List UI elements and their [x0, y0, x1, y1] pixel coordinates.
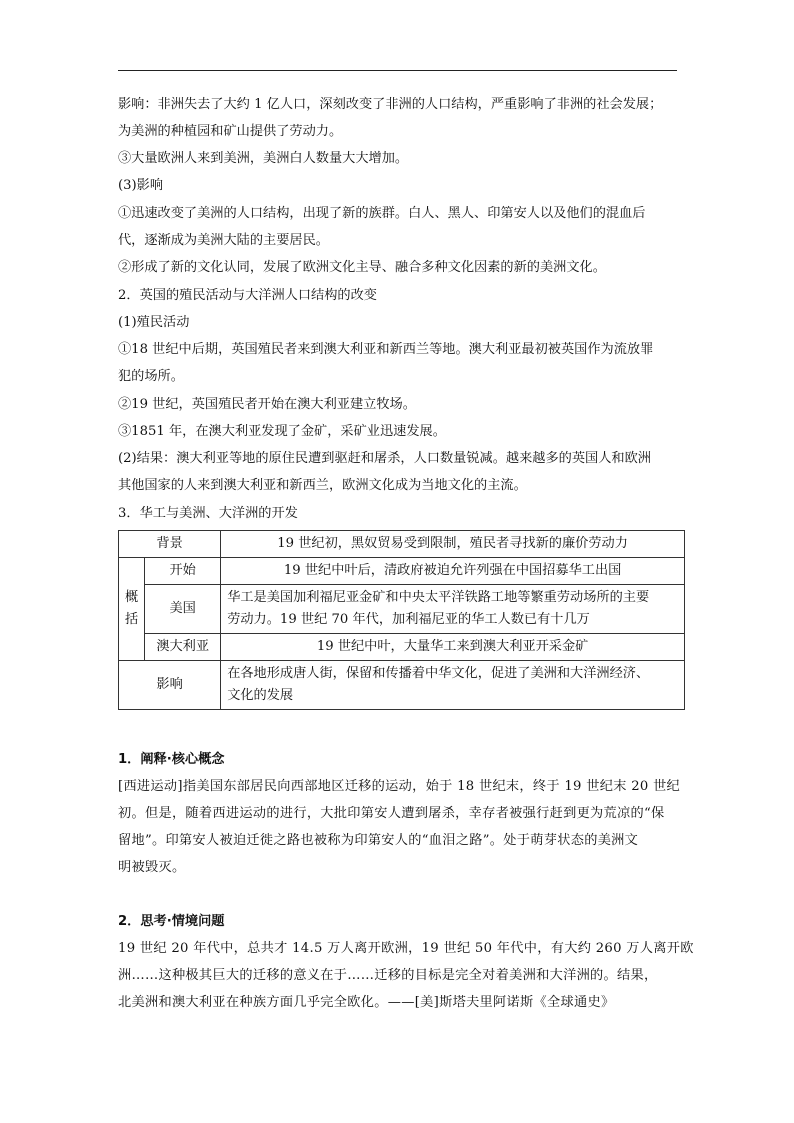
us-text: [221, 585, 685, 634]
chinese-labor-table: [118, 530, 685, 710]
table-row: [119, 661, 685, 710]
us-text-line: 华工是美国加利福尼亚金矿和中央太平洋铁路工地等繁重劳动场所的主要: [227, 590, 650, 605]
table-row: [119, 558, 685, 585]
text-line: ①18 世纪中后期，英国殖民者来到澳大利亚和新西兰等地。澳大利亚最初被英国作为流放罪: [118, 342, 654, 357]
bg-text: 19 世纪初，黑奴贸易受到限制，殖民者寻找新的廉价劳动力: [221, 531, 685, 558]
text-line: 犯的场所。: [118, 369, 184, 384]
text-line: 3．华工与美洲、大洋洲的开发: [118, 506, 298, 521]
table-row: [119, 585, 685, 634]
table-row: [119, 634, 685, 661]
text-line: 其他国家的人来到澳大利亚和新西兰，欧洲文化成为当地文化的主流。: [118, 478, 527, 493]
text-line: ②19 世纪，英国殖民者开始在澳大利亚建立牧场。: [118, 397, 416, 412]
section-heading: 2．思考·情境问题: [118, 914, 225, 929]
impact-label: 影响: [119, 661, 221, 710]
text-line: 代，逐渐成为美洲大陆的主要居民。: [118, 233, 329, 248]
text-line: ②形成了新的文化认同，发展了欧洲文化主导、融合多种文化因素的新的美洲文化。: [118, 260, 606, 275]
section-heading: 1．阐释·核心概念: [118, 752, 225, 767]
impact-text-line: 文化的发展: [227, 688, 294, 703]
us-label: 美国: [145, 585, 221, 634]
gaikuo-char-2: 括: [125, 612, 139, 627]
us-text-line: 劳动力。19 世纪 70 年代，加利福尼亚的华工人数已有十几万: [227, 612, 590, 627]
text-line: (1)殖民活动: [118, 315, 190, 330]
text-line: ③大量欧洲人来到美洲，美洲白人数量大大增加。: [118, 151, 409, 166]
impact-text-line: 在各地形成唐人街，保留和传播着中华文化，促进了美洲和大洋洲经济、: [227, 666, 650, 681]
start-text: 19 世纪中叶后，清政府被迫允许列强在中国招募华工出国: [221, 558, 685, 585]
text-line: 2．英国的殖民活动与大洋洲人口结构的改变: [118, 288, 377, 303]
start-label: 开始: [145, 558, 221, 585]
text-line: 为美洲的种植园和矿山提供了劳动力。: [118, 124, 343, 139]
au-text: 19 世纪中叶，大量华工来到澳大利亚开采金矿: [221, 634, 685, 661]
gaikuo-label: [119, 558, 145, 661]
au-label: 澳大利亚: [145, 634, 221, 661]
text-line: 留地”。印第安人被迫迁徙之路也被称为印第安人的“血泪之路”。处于萌芽状态的美洲文: [118, 833, 639, 848]
text-line: ③1851 年，在澳大利亚发现了金矿，采矿业迅速发展。: [118, 424, 446, 439]
text-line: 初。但是，随着西进运动的进行，大批印第安人遭到屠杀，幸存者被强行赶到更为荒凉的“保: [118, 806, 665, 821]
header-rule: [118, 70, 677, 71]
impact-text: [221, 661, 685, 710]
gaikuo-char-1: 概: [125, 590, 139, 605]
bg-label: 背景: [119, 531, 221, 558]
text-line: [西进运动]指美国东部居民向西部地区迁移的运动，始于 18 世纪末，终于 19 世纪末 20 世纪: [118, 779, 681, 794]
text-line: ①迅速改变了美洲的人口结构，出现了新的族群。白人、黑人、印第安人以及他们的混血后: [118, 206, 646, 221]
text-line: 19 世纪 20 年代中，总共才 14.5 万人离开欧洲，19 世纪 50 年代中，有大约 260 万人离开欧: [118, 941, 694, 956]
text-line: 北美洲和澳大利亚在种族方面几乎完全欧化。——[美]斯塔夫里阿诺斯《全球通史》: [118, 995, 615, 1010]
table-row: [119, 531, 685, 558]
text-line: 明被毁灭。: [118, 860, 186, 875]
text-line: (3)影响: [118, 178, 164, 193]
text-line: 洲……这种极其巨大的迁移的意义在于……迁移的目标是完全对着美洲和大洋洲的。结果，: [118, 968, 658, 983]
text-line: 影响：非洲失去了大约 1 亿人口，深刻改变了非洲的人口结构，严重影响了非洲的社会发展；: [118, 97, 663, 112]
text-line: (2)结果：澳大利亚等地的原住民遭到驱赶和屠杀，人口数量锐减。越来越多的英国人和欧洲: [118, 451, 651, 466]
